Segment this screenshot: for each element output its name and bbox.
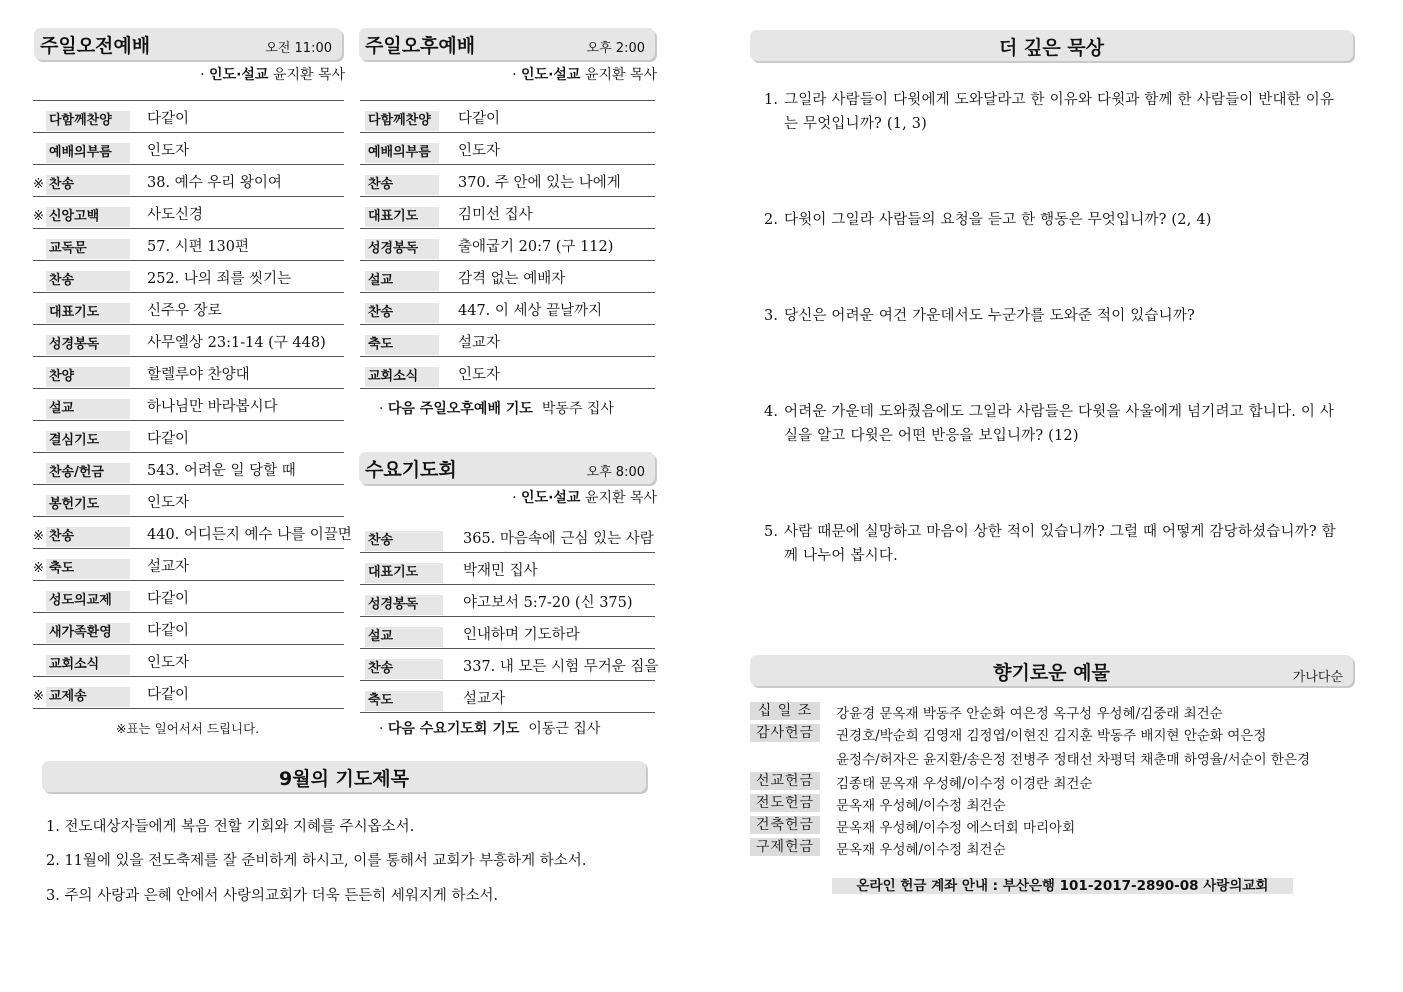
leader-name: 윤지환 목사 [272,67,345,83]
order-value: 440. 어디든지 예수 나를 이끌면 [147,527,352,543]
order-value: 57. 시편 130편 [147,239,249,255]
order-row [360,133,655,165]
order-label: 찬송 [365,659,443,679]
morning-service-time: 오전 11:00 [265,41,332,56]
order-value: 할렐루야 찬양대 [147,367,250,383]
wednesday-service-header [359,452,655,484]
meditation-question: 5. 사람 때문에 실망하고 마음이 상한 적이 있습니까? 그럴 때 어떻게 감당하셨습니까? 함께 나누어 봅시다. [764,524,1336,564]
order-label: 다함께찬양 [365,111,439,131]
offering-label: 선교헌금 [750,772,820,790]
afternoon-service-title: 주일오후예배 [365,35,476,57]
order-label: 교회소식 [46,655,130,675]
next-prayer-name: 박동주 집사 [541,401,614,417]
order-row [33,229,344,261]
meditation-header [750,30,1353,61]
order-row [360,681,655,713]
order-row [33,613,344,645]
order-label: 교제송 [46,687,130,707]
offering-names: 문옥재 우성혜/이수정 에스더회 마리아회 [836,820,1076,836]
standing-mark: ※ [33,177,44,192]
online-offering-account: 온라인 헌금 계좌 안내 : 부산은행 101-2017-2890-08 사랑의교회 [832,878,1293,894]
order-value: 박재민 집사 [463,563,538,579]
order-row [360,229,655,261]
order-row [360,553,655,585]
offering-names: 윤정수/허자은 윤지환/송은정 전병주 정태선 차평덕 채춘매 하영율/서순이 한은경 [836,752,1311,768]
order-value: 하나님만 바라봅시다 [147,399,278,415]
afternoon-next-prayer: · 다음 주일오후예배 기도 박동주 집사 [379,401,614,417]
order-label: 찬송 [365,531,443,551]
order-value: 설교자 [463,691,506,707]
wednesday-order-list [360,521,659,713]
order-row [360,521,655,553]
meditation-question: 3. 당신은 어려운 여건 가운데서도 누군가를 도와준 적이 있습니까? [764,308,1196,324]
offering-row [750,723,1350,747]
order-label: 설교 [365,627,443,647]
wednesday-next-prayer: · 다음 수요기도회 기도 이동근 집사 [379,721,601,737]
offering-names: 권경호/박순희 김영재 김정엽/이현진 김지훈 박동주 배지현 안순화 여은정 [836,728,1267,744]
order-value: 감격 없는 예배자 [458,271,566,287]
order-label: 신앙고백 [46,207,130,227]
standing-mark: ※ [33,209,44,224]
order-row [33,581,344,613]
offering-label: 감사헌금 [750,724,820,742]
order-label: 성경봉독 [365,239,439,259]
order-value: 설교자 [147,559,190,575]
order-label: 결심기도 [46,431,130,451]
order-label: 찬송 [46,271,130,291]
order-row [33,325,344,357]
order-label: 찬양 [46,367,130,387]
offering-label: 구제헌금 [750,838,820,856]
order-row [33,517,352,549]
offering-list [750,701,1350,859]
prayer-item: 1. 전도대상자들에게 복음 전할 기회와 지혜를 주시옵소서. [46,819,415,835]
order-row [360,197,655,229]
afternoon-service-header [359,28,655,60]
order-label: 찬송 [365,175,439,195]
wednesday-service-title: 수요기도회 [365,459,457,481]
order-row [33,453,344,485]
meditation-question: 1. 그일라 사람들이 다윗에게 도와달라고 한 이유와 다윗과 함께 한 사람들이 반대한 이유는 무엇입니까? (1, 3) [764,92,1335,132]
standing-mark: ※ [33,529,44,544]
offering-names: 강윤경 문옥재 박동주 안순화 여은정 옥구성 우성혜/김중래 최건순 [836,706,1223,722]
offering-title: 향기로운 예물 [993,662,1110,684]
order-row [33,293,344,325]
order-row [360,585,655,617]
offering-row [750,771,1350,793]
order-value: 365. 마음속에 근심 있는 사람 [463,531,654,547]
order-label: 예배의부름 [365,143,439,163]
order-value: 인도자 [147,495,190,511]
offering-label: 전도헌금 [750,794,820,812]
meditation-question: 4. 어려운 가운데 도와줬음에도 그일라 사람들은 다윗을 사울에게 넘기려고 합니다. 이 사실을 알고 다윗은 어떤 반응을 보입니까? (12) [764,404,1335,444]
order-row [33,389,344,421]
order-value: 인도자 [147,655,190,671]
wednesday-service-time: 오후 8:00 [586,465,645,480]
order-label: 축도 [46,559,130,579]
order-label: 찬송/헌금 [46,463,130,483]
standing-footnote: ※표는 일어서서 드립니다. [116,721,260,736]
order-value: 신주우 장로 [147,303,222,319]
order-value: 252. 나의 죄를 씻기는 [147,271,292,287]
order-value: 337. 내 모든 시험 무거운 짐을 [463,659,659,675]
order-value: 사무엘상 23:1-14 (구 448) [147,335,326,351]
order-label: 다함께찬양 [46,111,130,131]
order-value: 인도자 [458,143,501,159]
order-label: 찬송 [46,175,130,195]
order-value: 사도신경 [147,207,204,223]
offering-order-note: 가나다순 [1292,670,1343,685]
offering-row [750,837,1350,859]
order-label: 찬송 [365,303,439,323]
order-value: 설교자 [458,335,501,351]
offering-names: 문옥재 우성혜/이수정 최건순 [836,842,1006,858]
order-label: 성경봉독 [46,335,130,355]
order-value: 다같이 [147,623,190,639]
meditation-question: 2. 다윗이 그일라 사람들의 요청을 듣고 한 행동은 무엇입니까? (2, 4) [764,212,1212,228]
leader-label: 인도·설교 [209,67,269,83]
offering-row [750,793,1350,815]
afternoon-leader: · 인도·설교 윤지환 목사 [512,67,657,83]
order-row [33,165,344,197]
order-row [33,357,344,389]
offering-header [750,655,1353,686]
prayer-item: 3. 주의 사랑과 은혜 안에서 사랑의교회가 더욱 든든히 세워지게 하소서. [46,888,499,904]
morning-service-header [34,28,342,60]
order-value: 다같이 [147,431,190,447]
standing-mark: ※ [33,561,44,576]
standing-mark: ※ [33,689,44,704]
order-label: 축도 [365,691,443,711]
order-row [33,421,344,453]
order-label: 교회소식 [365,367,439,387]
order-value: 다같이 [147,591,190,607]
order-label: 축도 [365,335,439,355]
order-label: 설교 [365,271,439,291]
offering-names: 김종태 문옥재 우성혜/이수정 이경란 최건순 [836,776,1093,792]
order-value: 다같이 [147,687,190,703]
prayer-item: 2. 11월에 있을 전도축제를 잘 준비하게 하시고, 이를 통해서 교회가 부흥하게 하소서. [46,853,587,869]
order-value: 447. 이 세상 끝날까지 [458,303,603,319]
leader-name: 윤지환 목사 [584,67,657,83]
leader-name: 윤지환 목사 [584,490,657,506]
order-row [360,293,655,325]
leader-label: 인도·설교 [521,67,581,83]
order-row [360,357,655,389]
order-row [33,549,344,581]
prayer-topics-title: 9월의 기도제목 [279,768,409,790]
order-value: 인도자 [458,367,501,383]
order-row [33,677,344,709]
order-row [360,649,659,681]
offering-row [750,747,1350,771]
offering-row [750,701,1350,723]
order-value: 38. 예수 우리 왕이여 [147,175,282,191]
order-label: 예배의부름 [46,143,130,163]
order-row [33,485,344,517]
order-row [33,197,344,229]
order-value: 야고보서 5:7-20 (신 375) [463,595,633,611]
order-value: 다같이 [458,111,501,127]
order-row [33,101,344,133]
order-row [360,617,655,649]
order-value: 다같이 [147,111,190,127]
next-prayer-label: 다음 주일오후예배 기도 [387,401,533,417]
leader-label: 인도·설교 [521,490,581,506]
next-prayer-name: 이동근 집사 [528,721,601,737]
order-label: 설교 [46,399,130,419]
morning-leader: · 인도·설교 윤지환 목사 [200,67,345,83]
order-label: 새가족환영 [46,623,130,643]
order-value: 370. 주 안에 있는 나에게 [458,175,621,191]
order-row [360,101,655,133]
order-label: 대표기도 [365,563,443,583]
order-label: 교독문 [46,239,130,259]
meditation-title: 더 깊은 묵상 [999,37,1104,59]
offering-row [750,815,1350,837]
order-value: 인내하며 기도하라 [463,627,580,643]
order-row [33,645,344,677]
morning-order-list [33,100,352,709]
offering-label: 십 일 조 [750,702,820,720]
wednesday-leader: · 인도·설교 윤지환 목사 [512,490,657,506]
afternoon-order-list [360,100,655,389]
order-row [360,165,655,197]
prayer-topics-header [42,761,646,792]
order-value: 김미선 집사 [458,207,533,223]
afternoon-service-time: 오후 2:00 [586,41,645,56]
offering-names: 문옥재 우성혜/이수정 최건순 [836,798,1006,814]
order-value: 인도자 [147,143,190,159]
order-row [33,261,344,293]
order-row [360,261,655,293]
order-row [33,133,344,165]
order-label: 찬송 [46,527,130,547]
order-label: 성도의교제 [46,591,130,611]
order-label: 봉헌기도 [46,495,130,515]
order-label: 성경봉독 [365,595,443,615]
morning-service-title: 주일오전예배 [40,35,151,57]
next-prayer-label: 다음 수요기도회 기도 [387,721,520,737]
offering-label: 건축헌금 [750,816,820,834]
order-row [360,325,655,357]
order-value: 543. 어려운 일 당할 때 [147,463,296,479]
order-label: 대표기도 [365,207,439,227]
order-label: 대표기도 [46,303,130,323]
order-value: 출애굽기 20:7 (구 112) [458,239,614,255]
